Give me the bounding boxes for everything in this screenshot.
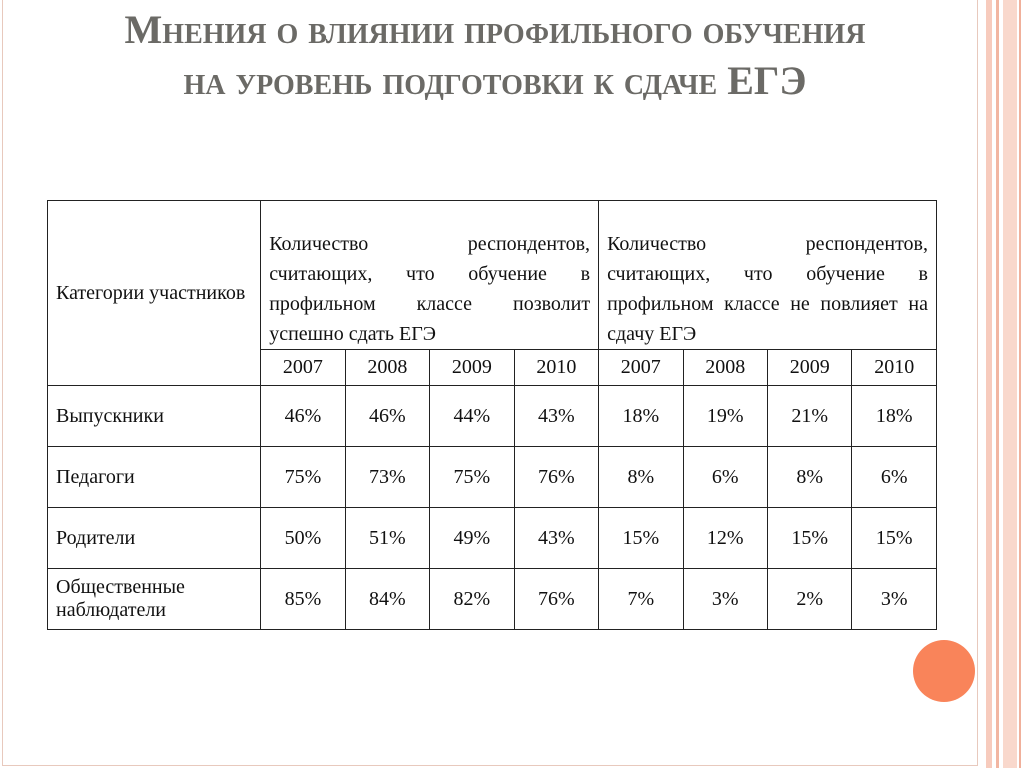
value-cell: 15% (768, 508, 852, 569)
page-title: Мнения о влиянии профильного обучения на уровень подготовки к сдаче ЕГЭ (124, 7, 866, 103)
value-cell: 75% (430, 447, 514, 508)
year-cell: 2010 (852, 350, 937, 386)
value-cell: 8% (599, 447, 683, 508)
decor-circle (913, 640, 975, 702)
category-header: Категории участников (48, 201, 261, 386)
value-cell: 51% (345, 508, 429, 569)
value-cell: 85% (261, 569, 345, 630)
year-cell: 2007 (261, 350, 345, 386)
row-label: Педагоги (48, 447, 261, 508)
value-cell: 6% (683, 447, 767, 508)
value-cell: 6% (852, 447, 937, 508)
header-row (48, 201, 937, 350)
group-header-success: Количество респондентов, считающих, что обучение в профильном классе позволит успешно сдать ЕГЭ (261, 201, 599, 350)
value-cell: 18% (852, 386, 937, 447)
value-cell: 3% (683, 569, 767, 630)
value-cell: 15% (852, 508, 937, 569)
value-cell: 50% (261, 508, 345, 569)
table-row (48, 508, 937, 569)
table-row (48, 386, 937, 447)
survey-table (47, 200, 937, 630)
decor-stripe (1003, 0, 1017, 768)
value-cell: 46% (345, 386, 429, 447)
year-cell: 2009 (430, 350, 514, 386)
year-cell: 2008 (345, 350, 429, 386)
year-cell: 2009 (768, 350, 852, 386)
decor-stripe (986, 0, 992, 768)
table-row (48, 447, 937, 508)
value-cell: 73% (345, 447, 429, 508)
value-cell: 21% (768, 386, 852, 447)
value-cell: 44% (430, 386, 514, 447)
value-cell: 43% (514, 508, 598, 569)
value-cell: 15% (599, 508, 683, 569)
value-cell: 43% (514, 386, 598, 447)
value-cell: 82% (430, 569, 514, 630)
value-cell: 84% (345, 569, 429, 630)
value-cell: 3% (852, 569, 937, 630)
decor-stripe (996, 0, 999, 768)
value-cell: 76% (514, 447, 598, 508)
value-cell: 7% (599, 569, 683, 630)
value-cell: 2% (768, 569, 852, 630)
value-cell: 76% (514, 569, 598, 630)
decor-stripe (1019, 0, 1021, 768)
row-label: Родители (48, 508, 261, 569)
table-row (48, 569, 937, 630)
value-cell: 75% (261, 447, 345, 508)
year-cell: 2007 (599, 350, 683, 386)
value-cell: 49% (430, 508, 514, 569)
value-cell: 46% (261, 386, 345, 447)
group-header-no-effect: Количество респондентов, считающих, что обучение в профильном классе не повлияет на сдачу ЕГЭ (599, 201, 937, 350)
value-cell: 8% (768, 447, 852, 508)
year-cell: 2010 (514, 350, 598, 386)
row-label: Выпускники (48, 386, 261, 447)
value-cell: 18% (599, 386, 683, 447)
value-cell: 12% (683, 508, 767, 569)
year-cell: 2008 (683, 350, 767, 386)
value-cell: 19% (683, 386, 767, 447)
row-label: Общественные наблюдатели (48, 569, 261, 630)
